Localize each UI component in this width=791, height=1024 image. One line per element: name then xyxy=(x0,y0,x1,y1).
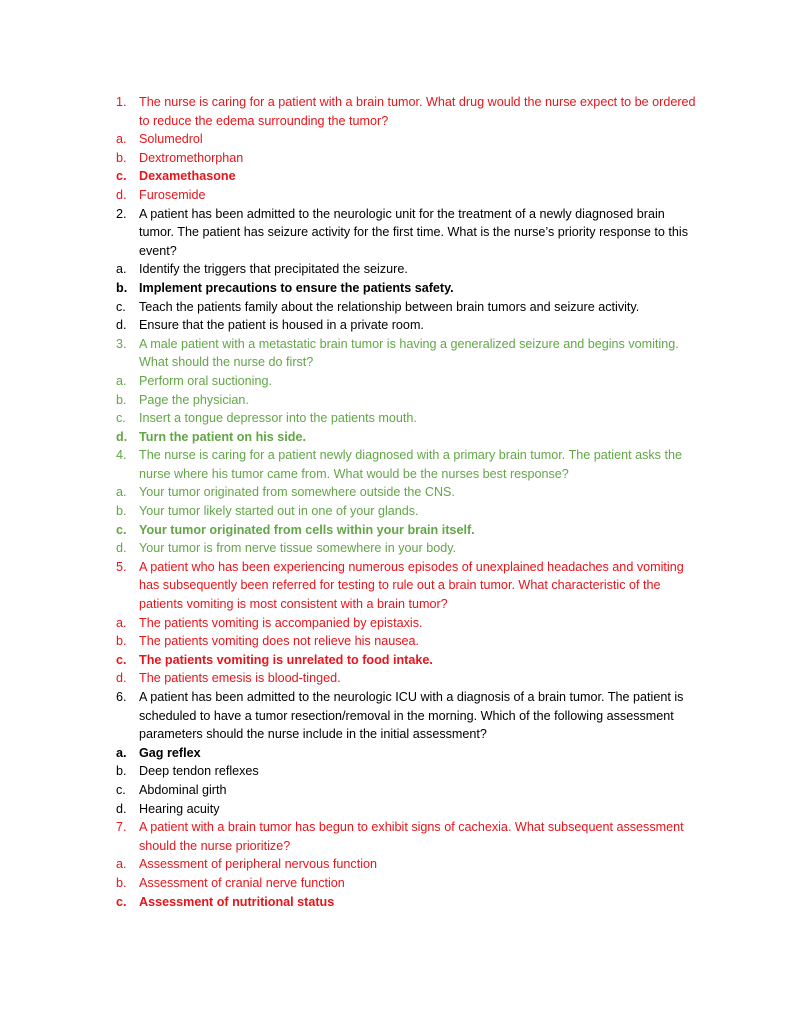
option-text: Hearing acuity xyxy=(139,801,220,816)
question-number: 4. xyxy=(116,448,127,463)
question-text: A male patient with a metastatic brain tumor is having a generalized seizure and begins vomiting. What should the nurse do first? xyxy=(139,336,679,370)
answer-option xyxy=(0,874,699,893)
option-text: Furosemide xyxy=(139,187,206,202)
answer-option-correct xyxy=(0,651,699,670)
option-text: Turn the patient on his side. xyxy=(139,429,306,444)
answer-option xyxy=(0,855,699,874)
option-text: Assessment of peripheral nervous function xyxy=(139,857,378,872)
option-letter: b. xyxy=(116,392,127,407)
question-4 xyxy=(0,446,699,483)
option-letter: a. xyxy=(116,745,127,760)
question-number: 5. xyxy=(116,559,127,574)
option-letter: a. xyxy=(116,857,127,872)
option-letter: d. xyxy=(116,187,127,202)
question-6 xyxy=(0,688,699,744)
option-text: The patients emesis is blood-tinged. xyxy=(139,671,341,686)
option-text: The patients vomiting is accompanied by epistaxis. xyxy=(139,615,423,630)
option-text: Teach the patients family about the relationship between brain tumors and seizure activity. xyxy=(139,299,640,314)
option-letter: c. xyxy=(116,894,127,909)
option-text: Page the physician. xyxy=(139,392,249,407)
answer-option xyxy=(0,186,699,205)
option-text: The patients vomiting does not relieve his nausea. xyxy=(139,634,420,649)
question-text: A patient with a brain tumor has begun to exhibit signs of cachexia. What subsequent assessment should the nurse prioritize? xyxy=(139,820,684,853)
option-text: Your tumor originated from somewhere outside the CNS. xyxy=(139,485,455,500)
option-letter: b. xyxy=(116,634,127,649)
answer-option-correct xyxy=(0,521,699,540)
option-letter: c. xyxy=(116,411,126,426)
option-text: Your tumor likely started out in one of your glands. xyxy=(139,504,419,519)
answer-option-correct xyxy=(0,167,699,186)
option-text: Dextromethorphan xyxy=(139,150,244,165)
answer-option-correct xyxy=(0,279,699,298)
question-1 xyxy=(0,93,699,130)
question-7 xyxy=(0,818,699,855)
option-letter: d. xyxy=(116,429,128,444)
option-text: Solumedrol xyxy=(139,132,203,147)
question-text: The nurse is caring for a patient newly diagnosed with a primary brain tumor. The patient asks the nurse where his tumor came from. What would be the nurses best response? xyxy=(139,448,682,481)
answer-option xyxy=(0,316,699,335)
option-text: Identify the triggers that precipitated the seizure. xyxy=(139,262,408,277)
option-text: Assessment of nutritional status xyxy=(139,894,335,909)
option-letter: a. xyxy=(116,615,127,630)
question-number: 7. xyxy=(116,820,127,835)
option-text: Your tumor originated from cells within your brain itself. xyxy=(139,522,475,537)
answer-option xyxy=(0,669,699,688)
answer-option xyxy=(0,614,699,633)
option-letter: b. xyxy=(116,504,127,519)
question-text: A patient has been admitted to the neurologic unit for the treatment of a newly diagnosed brain tumor. The patient has seizure activity for the first time. What is the nurse’s priority response to this event? xyxy=(139,206,688,258)
option-letter: a. xyxy=(116,485,127,500)
option-text: Abdominal girth xyxy=(139,782,227,797)
answer-option xyxy=(0,483,699,502)
option-text: Insert a tongue depressor into the patients mouth. xyxy=(139,411,417,426)
option-text: Dexamethasone xyxy=(139,169,236,184)
option-letter: c. xyxy=(116,299,126,314)
option-letter: d. xyxy=(116,671,127,686)
question-text: A patient has been admitted to the neurologic ICU with a diagnosis of a brain tumor. The patient is scheduled to have a tumor resection/removal in the morning. Which of the following assessment parameters should the nurse include in the initial assessment? xyxy=(139,690,684,742)
answer-option xyxy=(0,781,699,800)
option-letter: c. xyxy=(116,652,127,667)
option-letter: d. xyxy=(116,801,127,816)
question-text: The nurse is caring for a patient with a brain tumor. What drug would the nurse expect to be ordered to reduce the edema surrounding the tumor? xyxy=(139,95,696,128)
question-5 xyxy=(0,558,699,614)
answer-option-correct xyxy=(0,893,699,912)
question-3 xyxy=(0,335,699,372)
answer-option xyxy=(0,298,699,317)
option-text: Deep tendon reflexes xyxy=(139,764,259,779)
option-letter: b. xyxy=(116,764,127,779)
option-letter: b. xyxy=(116,150,127,165)
option-letter: a. xyxy=(116,262,127,277)
option-text: Perform oral suctioning. xyxy=(139,373,272,388)
option-letter: a. xyxy=(116,373,127,388)
option-letter: d. xyxy=(116,541,127,556)
option-letter: c. xyxy=(116,169,127,184)
answer-option xyxy=(0,762,699,781)
question-number: 6. xyxy=(116,690,127,704)
answer-option xyxy=(0,372,699,391)
option-text: Assessment of cranial nerve function xyxy=(139,875,345,890)
answer-option-correct xyxy=(0,428,699,447)
option-letter: a. xyxy=(116,132,127,147)
answer-option xyxy=(0,409,699,428)
question-number: 1. xyxy=(116,95,127,109)
answer-option xyxy=(0,149,699,168)
document-page xyxy=(0,93,791,911)
question-number: 3. xyxy=(116,336,127,351)
answer-option xyxy=(0,502,699,521)
option-letter: c. xyxy=(116,782,126,797)
answer-option xyxy=(0,130,699,149)
option-letter: b. xyxy=(116,875,127,890)
option-text: Gag reflex xyxy=(139,745,201,760)
answer-option xyxy=(0,391,699,410)
answer-option xyxy=(0,800,699,819)
answer-option-correct xyxy=(0,744,699,763)
answer-option xyxy=(0,539,699,558)
option-letter: c. xyxy=(116,522,127,537)
question-text: A patient who has been experiencing numerous episodes of unexplained headaches and vomiting has subsequently been referred for testing to rule out a brain tumor. What characteristic of the patients vomiting is most consistent with a brain tumor? xyxy=(139,559,684,612)
question-number: 2. xyxy=(116,206,127,221)
option-text: Ensure that the patient is housed in a private room. xyxy=(139,318,424,333)
option-text: The patients vomiting is unrelated to food intake. xyxy=(139,652,433,667)
option-letter: b. xyxy=(116,280,128,295)
option-letter: d. xyxy=(116,318,127,333)
option-text: Implement precautions to ensure the patients safety. xyxy=(139,280,454,295)
option-text: Your tumor is from nerve tissue somewhere in your body. xyxy=(139,541,457,556)
answer-option xyxy=(0,260,699,279)
answer-option xyxy=(0,632,699,651)
question-2 xyxy=(0,205,699,261)
